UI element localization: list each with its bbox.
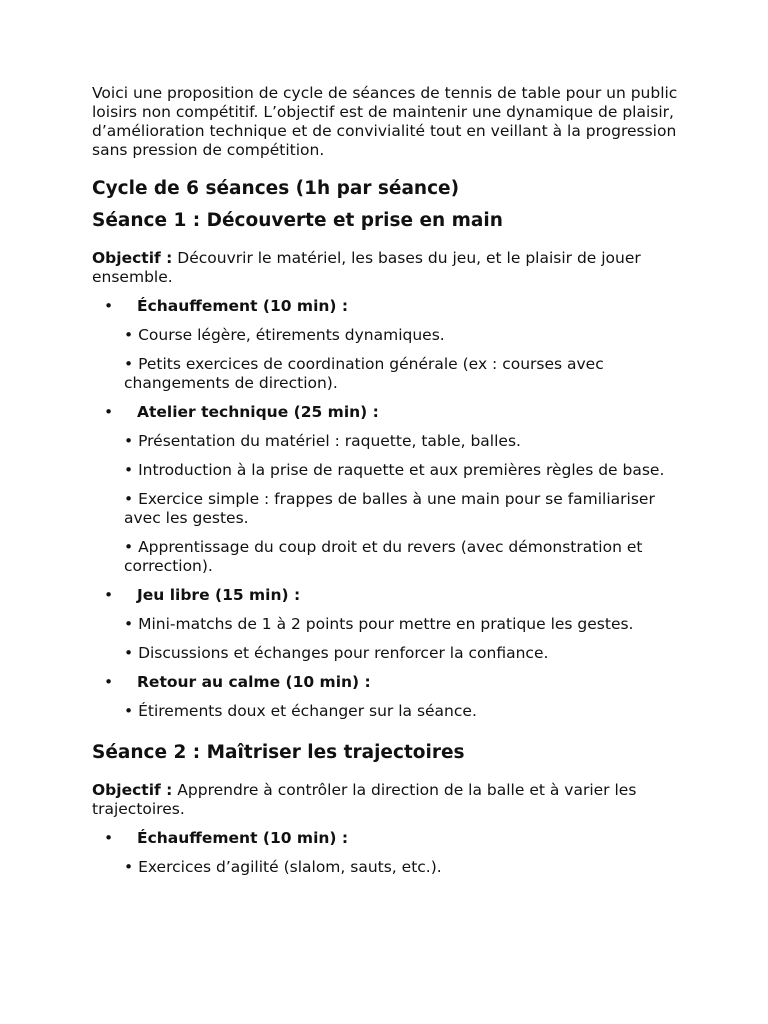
block-items	[92, 432, 682, 576]
list-item: • Apprentissage du coup droit et du revers (avec démonstration et correction).	[124, 538, 643, 575]
block-technique	[92, 403, 682, 576]
bullet-icon: •	[104, 586, 114, 604]
block-free-play	[92, 586, 682, 663]
list-item: • Introduction à la prise de raquette et aux premières règles de base.	[124, 461, 665, 479]
list-item: • Exercices d’agilité (slalom, sauts, etc.).	[124, 858, 442, 876]
block-title-text: Jeu libre (15 min) :	[137, 586, 301, 604]
list-item: • Présentation du matériel : raquette, table, balles.	[124, 432, 521, 450]
bullet-icon: •	[104, 673, 114, 691]
session-blocks	[92, 829, 682, 877]
block-items	[92, 615, 682, 663]
list-item: • Course légère, étirements dynamiques.	[124, 326, 445, 344]
block-warmup	[92, 297, 682, 393]
session-objective	[92, 249, 682, 287]
block-title	[92, 586, 682, 605]
list-item: • Discussions et échanges pour renforcer la confiance.	[124, 644, 549, 662]
block-title-text: Retour au calme (10 min) :	[137, 673, 371, 691]
session-title: Séance 1 : Découverte et prise en main	[92, 210, 503, 231]
document-page	[92, 84, 682, 877]
block-items	[92, 702, 682, 721]
block-warmup	[92, 829, 682, 877]
list-item: • Étirements doux et échanger sur la séance.	[124, 702, 477, 720]
session-2	[92, 741, 682, 877]
block-title-text: Échauffement (10 min) :	[137, 829, 349, 847]
intro-paragraph: Voici une proposition de cycle de séances de tennis de table pour un public loisirs non compétitif. L’objectif est de maintenir une dynamique de plaisir, d’amélioration technique et de convivialité tout en veillant à la progression sans pression de compétition.	[92, 84, 678, 159]
block-items	[92, 326, 682, 393]
bullet-icon: •	[104, 403, 114, 421]
block-title	[92, 403, 682, 422]
objective-text: Apprendre à contrôler la direction de la balle et à varier les trajectoires.	[92, 781, 637, 818]
session-blocks	[92, 297, 682, 721]
block-title-text: Échauffement (10 min) :	[137, 297, 349, 315]
block-title	[92, 297, 682, 316]
session-objective	[92, 781, 682, 819]
block-title	[92, 673, 682, 692]
list-item: • Exercice simple : frappes de balles à une main pour se familiariser avec les gestes.	[124, 490, 655, 527]
block-cooldown	[92, 673, 682, 721]
session-1	[92, 209, 682, 721]
list-item: • Mini-matchs de 1 à 2 points pour mettre en pratique les gestes.	[124, 615, 634, 633]
session-title: Séance 2 : Maîtriser les trajectoires	[92, 742, 465, 763]
block-title	[92, 829, 682, 848]
list-item: • Petits exercices de coordination générale (ex : courses avec changements de direction).	[124, 355, 604, 392]
block-items	[92, 858, 682, 877]
objective-label: Objectif :	[92, 249, 173, 267]
cycle-title: Cycle de 6 séances (1h par séance)	[92, 178, 460, 199]
bullet-icon: •	[104, 297, 114, 315]
bullet-icon: •	[104, 829, 114, 847]
objective-label: Objectif :	[92, 781, 173, 799]
block-title-text: Atelier technique (25 min) :	[137, 403, 379, 421]
objective-text: Découvrir le matériel, les bases du jeu, et le plaisir de jouer ensemble.	[92, 249, 641, 286]
